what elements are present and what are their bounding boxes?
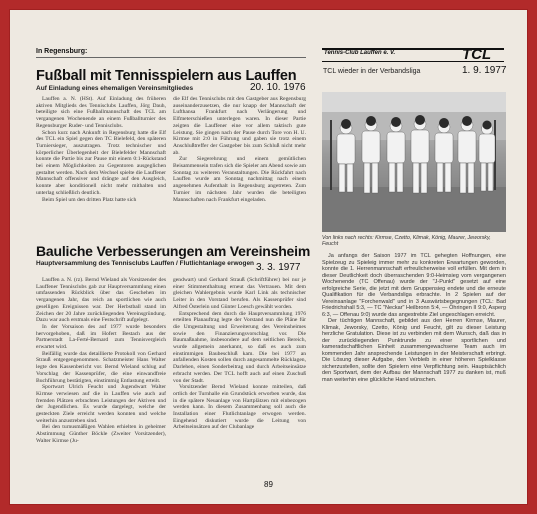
paragraph: Zur Siegerehrung und einem gemütlichen Beisammensein trafen sich die Spieler am Abend sowie am Sonntag zu weiteren Veranstaltungen. Die Rückfahrt nach Lauffen wurde am Sonntag nachmittag nach einem angenehmen Aufenthalt in Regensburg angetreten. Zum Turnier im nächsten Jahr wurden die beteiligten Mannschaften nach Frankfurt eingeladen. — [173, 156, 306, 203]
paragraph: Sportwart Ulrich Feucht und Jugendwart Walter Kirmse verwiesen auf die in Lauffen wie auch auf fremden Plätzen erbrachten Leistungen der Aktiven und der Jugendlichen. Es wurde dargelegt, welche der gesteckten Ziele erreicht werden konnten und welche weiterhin anzustreben sind. — [36, 384, 166, 424]
tcl-article-text — [322, 253, 506, 458]
page-number: 89 — [264, 480, 273, 489]
paragraph: Vorsitzender Bernd Wieland konnte mitteilen, daß ortlich der Turnhalle ein Grundstück erworben wurde, das in die spätere Neuanlage von Hartplätzen mit einbezogen werden kann. In diesem Zusammenhang soll auch die Installation einer Flutlichtanlage erwogen werden. Eingehend diskutiert wurde die Leitung von Arbeitseinsätzen auf der Clubanlage — [173, 384, 306, 431]
article2-title: Bauliche Verbesserungen am Vereinsheim — [36, 243, 311, 259]
paragraph: die Elf des Tennisclubs mit den Gastgeber aus Regensburg auseinanderzusetzen, die nur knapp der Mannschaft der Lufthansa Frankfurt nach Verlängerung und Elfmeterschießen unterlegen waren. In dieser Partie zeigten die Lauffener eine vor allem taktisch gute Leistung. Sie gingen nach der Pause durch Tore von H. U. Kirmse mit 2:0 in Führung und gaben sie trotz einem Anschlußtreffer der Gastgeber bis zum Schluß nicht mehr ab. — [173, 96, 306, 156]
paragraph: Bei den turnusmäßigen Wahlen erhielten in geheimer Abstimmung Günther Böckle (Zweiter Vorsitzender), Walter Kirmse (Ju- — [36, 424, 166, 444]
article2-subtitle: Hauptversammlung des Tennisclubs Lauffen / Flutlichtanlage erwogen — [36, 260, 255, 267]
paragraph: Lauffen a. N. (rz). Bernd Wieland als Vorsitzender des Lauffener Tennisclubs gab zur Hauptversammlung einen umfassenden Rückblick über das Geschehen im vergangenen Jahr, das reich an sportlichen wie auch geselligen Ereignissen war. Der Herbstball stand im Zeichen der 20 Jahre zurückliegenden Vereinsgründung. Dazu war auch erstmals eine Festschrift aufgelegt. — [36, 277, 166, 324]
paragraph: Beifällig wurde das detaillierte Protokoll von Gerhard Strauß entgegengenommen. Schatzmeister Hans Walter legte den Kassenbericht vor. Bernd Wieland schlug auf Vorschlag der Kassenprüfer, die eine einwandfreie Buchführung bestätigten, einstimmig Entlastung erteilt. — [36, 350, 166, 384]
article1-column-1 — [36, 96, 166, 238]
tcl-logo: TCL — [462, 46, 492, 63]
article1-kicker: In Regensburg: — [36, 48, 88, 55]
article1-title: Fußball mit Tennisspielern aus Lauffen — [36, 68, 297, 84]
paragraph: Der tüchtigen Mannschaft, gebildet aus den Herren Kirmse, Maurer, Klimak, Jeworsky, Czetto, König und Feucht, gilt zu dieser Leistung herzliche Gratulation. Diese ist zu verbinden mit dem Wunsch, daß das in der zurückliegenden Punktrunde zu einer sportlichen und kameradschaftlichen Einheit zusammengewachsene Team auch im kommenden Jahr ansprechende Leistungen in der Meisterschaft erbringt. Die Lösung dieser Aufgabe, den Verbleib in einer höheren Spielklasse sicherzustellen, sollte den Spielern eine Verpflichtung sein. Hauptsächlich den Sportwart, dem der Aufbau der Mannschaft 1977 zu danken ist, muß man weiterhin eine glückliche Hand wünschen. — [322, 318, 506, 383]
team-photo — [322, 92, 506, 232]
team-photo-image — [322, 92, 506, 232]
paragraph: Schon kurz nach Ankunft in Regensburg hatte die Elf des TCL ein Spiel gegen den TC Bielefeld, den späteren Turniersieger, auszutragen. Trotz technischer und körperlicher Überlegenheit der Bielefelder Mannschaft konnte die Partie bis zur Pause mit einem 0:1-Rückstand bei einem Möglichkeiten zu Gegentoren ausgeglichen gestaltet werden. Nach dem Wechsel spielte die Lauffener Mannschaft offensiver und drängte auf den Ausgleich, konnte aber konditionell nicht mehr mithalten und unterlag schließlich deutlich. — [36, 129, 166, 196]
article1-column-2 — [173, 96, 306, 238]
article1-date: 20. 10. 1976 — [250, 82, 306, 93]
paragraph: Entsprechend dem durch die Hauptversammlung 1976 erteilten Planauftrag legte der Vorstand nun die Pläne für die Umgestaltung und Erweiterung des Vereinsheimes sowie den Finanzierungsvorschlag vor. Die Baumaßnahme, insbesondere auf dem seitlichen Bereich, wurde allgemein anerkannt, so daß es auch zum einstimmigen Baubeschluß kam. Die bei 1977 an anfallenden Kosten sollen durch angesammelte Rücklagen, Darlehen, einen Sonderbeitrag und durch Arbeitseinsätze erbracht werden. Der TCL hofft auch auf einen Zuschuß von der Stadt. — [173, 310, 306, 384]
article2-date: 3. 3. 1977 — [256, 262, 301, 273]
article1-subtitle: Auf Einladung eines ehemaligen Vereinsmitgliedes — [36, 85, 194, 92]
article2-column-2 — [173, 277, 306, 467]
paragraph: Lauffen a. N. (HSt). Auf Einladung des früheren aktiven Mitglieds des Tennisclubs Lauffen, Jörg Dauh, beteiligte sich eine Fußballmannschaft des TCL am vergangenen Wochenende an einem Fußballturnier des Regensburger Ruder- und Tennisclubs. — [36, 96, 166, 129]
article1-top-rule — [36, 57, 306, 58]
paragraph: Ja anfangs der Saison 1977 im TCL gehegten Hoffnungen, eine Spielzeug zu Spieleig immer mehr zu konkreten Erwartungen geworden, konnte die 1. Herrenmannschaft erfreulicherweise voll erfüllen. Mit dem in dieser Deutlichkeit doch überraschenden 9:0-Heimsieg vom vergangenen Wochenende (TC Offenau) wurde der "J-Punkt" gesetzt auf eine erfolgreiche Serie, die jetzt mit dem Gruppensieg endete und die erneute Qualifikation für die Verbandsliga erbrachte. In 2 Spielen auf der Vereinsanlage "Forchenwald" und in 3 Auswärtsbegegnungen (TCL: Bad Friedrichshall 5:3, — TC "Neckar" Heilbronn 5:4, — Öhringen II 9:0, Asperg 6:3, — Offenau 9:0) wurde das angestrebte Ziel ungeschlagen erreicht. — [322, 253, 506, 318]
team-photo-caption: Von links nach rechts: Kirmse, Czetto, Klimak, König, Maurer, Jeworsky, Feucht — [322, 235, 491, 248]
tcl-club-name: Tennis-Club Lauffen e. V. — [324, 50, 396, 56]
tcl-headline: TCL wieder in der Verbandsliga — [323, 68, 421, 75]
paragraph: In der Vorsaison des auf 1977 wurde besonders hervorgehoben, daß im Hofert Bestach aus der Partnerstadt La-Ferté-Bernard zum Tennisvergleich erwartet wird. — [36, 323, 166, 351]
newspaper-clipping-page — [10, 10, 527, 504]
paragraph: gendwart) und Gerhard Strauß (Schriftführer) bei nur je einer Stimmenthaltung erneut das Vertrauen. Mit dem gleichen Wahlergebnis wurde Karl Link als technischer Leiter in den Vorstand berufen. Als Kassenprüfer sind Alfred Österlein und Günter Loesch gewählt worden. — [173, 277, 306, 310]
paragraph: Beim Spiel um den dritten Platz hatte sich — [42, 196, 137, 203]
tcl-date: 1. 9. 1977 — [462, 65, 507, 76]
article2-column-1 — [36, 277, 166, 467]
